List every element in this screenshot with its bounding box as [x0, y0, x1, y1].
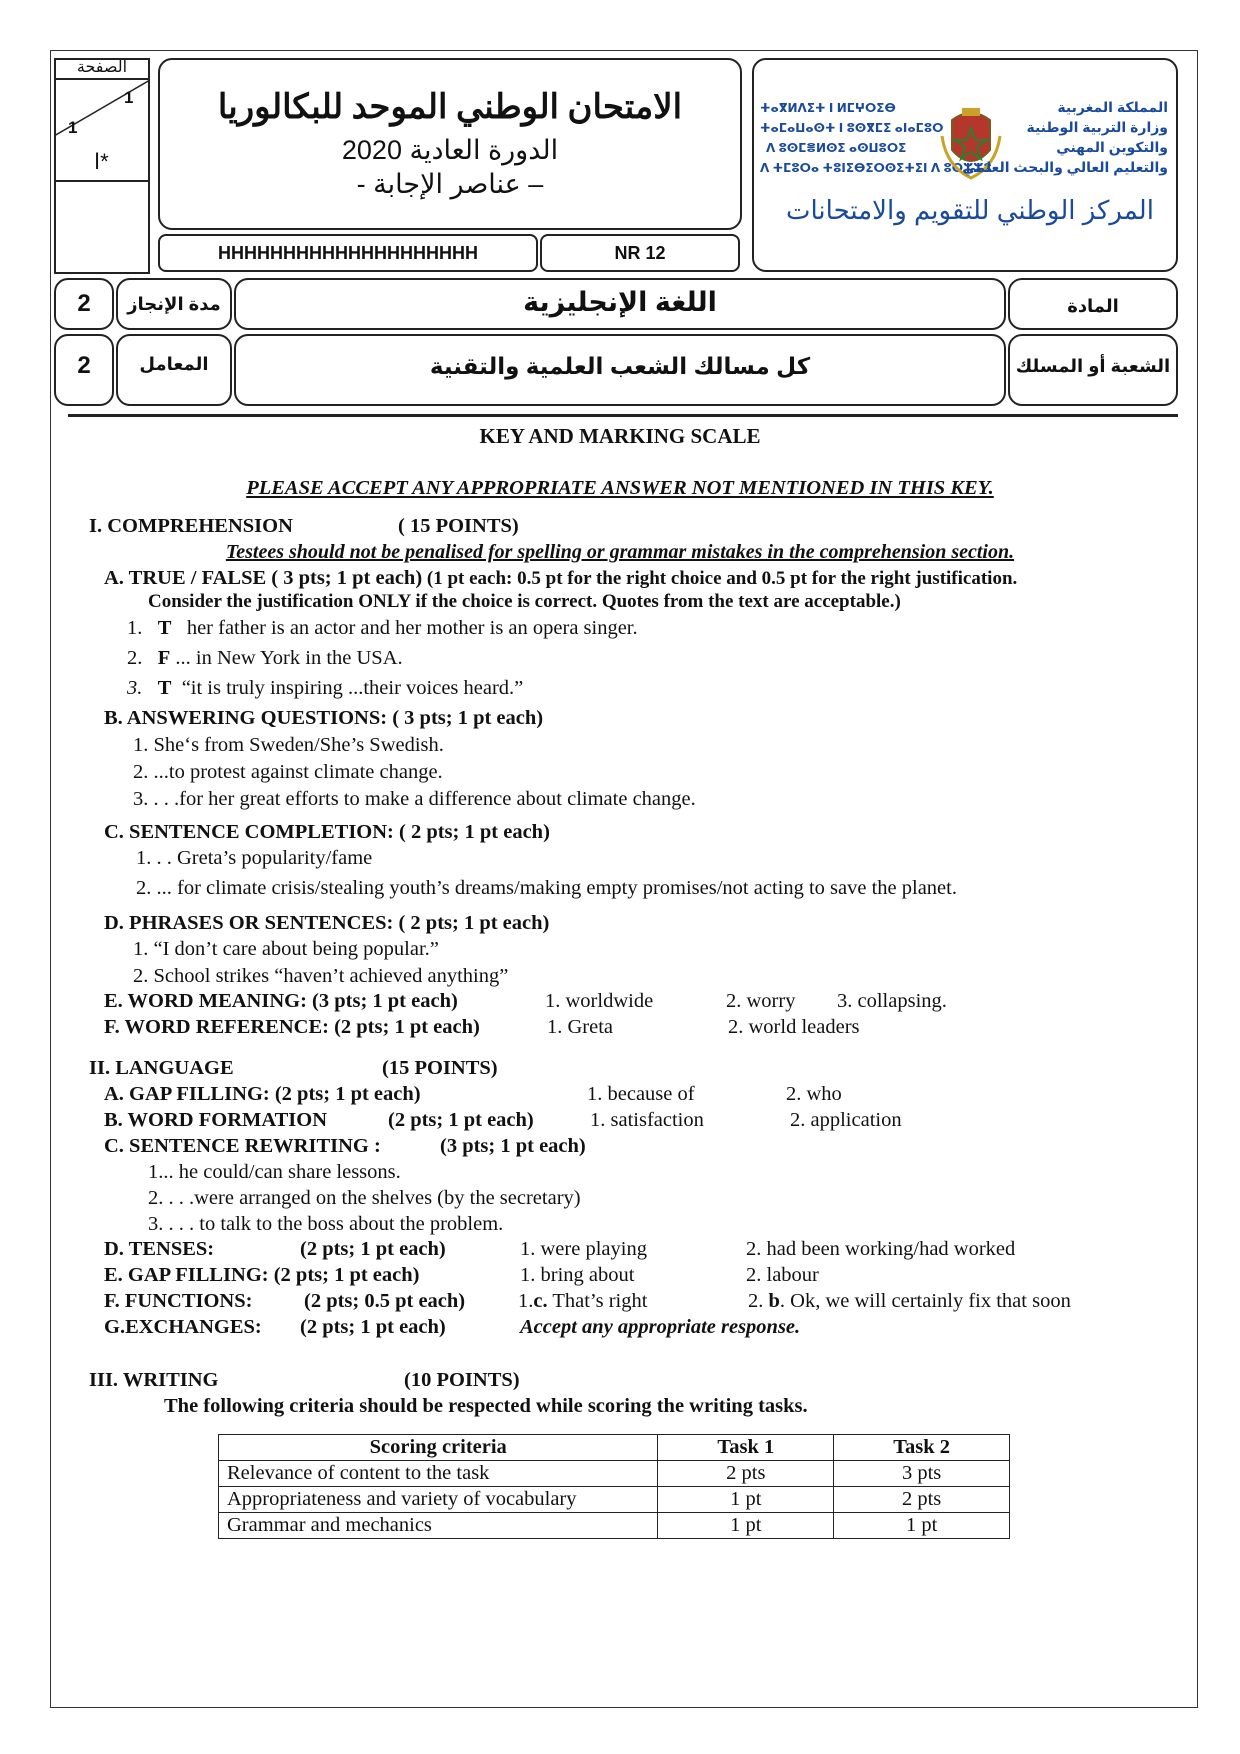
- word-reference-1: 1. Greta: [547, 1016, 614, 1038]
- phrases-title: D. PHRASES OR SENTENCES: ( 2 pts; 1 pt each): [104, 912, 550, 934]
- version-mark: ا*: [94, 149, 109, 174]
- criterion-cell: Grammar and mechanics: [219, 1513, 658, 1539]
- tenses-points: (2 pts; 1 pt each): [300, 1238, 446, 1260]
- doc-title: KEY AND MARKING SCALE: [479, 424, 761, 448]
- page-label: الصفحة: [76, 59, 128, 76]
- section-2-title: II. LANGUAGE: [89, 1057, 234, 1079]
- word-formation-points: (2 pts; 1 pt each): [388, 1109, 534, 1131]
- coef-value: 2: [77, 352, 91, 379]
- center-name: المركز الوطني للتقويم والامتحانات: [786, 195, 1154, 225]
- completion-answer-2: 2. ... for climate crisis/stealing youth’s dreams/making empty promises/not acting to save the planet.: [136, 877, 957, 899]
- section-1-points: ( 15 POINTS): [398, 515, 519, 537]
- accept-notice: PLEASE ACCEPT ANY APPROPRIATE ANSWER NOT MENTIONED IN THIS KEY.: [246, 477, 994, 499]
- exam-title: الامتحان الوطني الموحد للبكالوريا: [217, 89, 683, 126]
- tf-3-number: 3.: [127, 677, 143, 699]
- task1-cell: 1 pt: [658, 1513, 834, 1539]
- word-meaning-2: 2. worry: [726, 990, 796, 1012]
- ministry-ar-4: والتعليم العالي والبحث العلمي: [962, 159, 1168, 175]
- gap-filling-a-title: A. GAP FILLING: (2 pts; 1 pt each): [104, 1083, 421, 1105]
- tf-item-2: [127, 646, 403, 670]
- page-current: 1: [124, 88, 134, 107]
- functions-points: (2 pts; 0.5 pt each): [304, 1290, 466, 1312]
- section-1-note: Testees should not be penalised for spelling or grammar mistakes in the comprehension section.: [225, 541, 1015, 563]
- tf-1-key: T: [157, 617, 172, 639]
- exam-code-left: HHHHHHHHHHHHHHHHHHHH: [218, 243, 478, 263]
- gap-filling-e-title: E. GAP FILLING: (2 pts; 1 pt each): [104, 1264, 420, 1286]
- scoring-table: [218, 1434, 1010, 1539]
- header-divider: [68, 414, 1178, 417]
- ministry-tifinagh-3: ⴷ ⵓⵙⵎⴻⵍⵙⵉ ⴰⵙⵡⵓⵔⵉ: [766, 141, 907, 155]
- rewriting-answer-1: 1... he could/can share lessons.: [148, 1161, 401, 1183]
- word-meaning-title: E. WORD MEANING: (3 pts; 1 pt each): [104, 990, 458, 1012]
- functions-1-number: 1.: [518, 1290, 534, 1312]
- tenses-answer-2: 2. had been working/had worked: [746, 1238, 1016, 1260]
- task1-cell: 1 pt: [658, 1487, 834, 1513]
- tenses-answer-1: 1. were playing: [520, 1238, 647, 1260]
- branch-name: كل مسالك الشعب العلمية والتقنية: [429, 353, 811, 379]
- subject-name: اللغة الإنجليزية: [523, 287, 717, 317]
- table-row: [219, 1461, 1010, 1487]
- rewriting-title: C. SENTENCE REWRITING :: [104, 1135, 381, 1157]
- section-1-title: I. COMPREHENSION: [89, 515, 293, 537]
- ministry-tifinagh-1: ⵜⴰⴳⵍⴷⵉⵜ ⵏ ⵍⵎⵖⵔⵉⴱ: [760, 101, 896, 115]
- functions-answer-1: [518, 1289, 647, 1313]
- tf-item-1: [127, 616, 638, 640]
- question-answer-2: 2. ...to protest against climate change.: [133, 761, 443, 783]
- word-reference-2: 2. world leaders: [728, 1016, 860, 1038]
- tf-2-number: 2.: [127, 647, 143, 669]
- tf-3-key: T: [157, 677, 172, 699]
- phrases-answer-2: 2. School strikes “haven’t achieved anything”: [133, 965, 509, 987]
- branch-label: الشعبة أو المسلك: [1015, 356, 1171, 376]
- word-formation-1: 1. satisfaction: [590, 1109, 704, 1131]
- word-formation-2: 2. application: [790, 1109, 902, 1131]
- functions-2-number: 2.: [748, 1290, 769, 1312]
- task2-cell: 2 pts: [834, 1487, 1010, 1513]
- true-false-note-2: Consider the justification ONLY if the choice is correct. Quotes from the text are acceptable.): [148, 591, 901, 612]
- rewriting-answer-2: 2. . . .were arranged on the shelves (by the secretary): [148, 1187, 581, 1209]
- completion-title: C. SENTENCE COMPLETION: ( 2 pts; 1 pt each): [104, 821, 550, 843]
- true-false-note-1: (1 pt each: 0.5 pt for the right choice and 0.5 pt for the right justification.: [422, 568, 1018, 589]
- question-answer-3: 3. . . .for her great efforts to make a difference about climate change.: [133, 788, 696, 810]
- task1-cell: 2 pts: [658, 1461, 834, 1487]
- exam-session: الدورة العادية 2020: [341, 135, 559, 165]
- table-row: [219, 1513, 1010, 1539]
- criterion-cell: Appropriateness and variety of vocabulary: [219, 1487, 658, 1513]
- duration-value: 2: [77, 290, 91, 317]
- ministry-ar-3: والتكوين المهني: [1056, 139, 1168, 155]
- exchanges-points: (2 pts; 1 pt each): [300, 1316, 446, 1338]
- word-meaning-1: 1. worldwide: [545, 990, 654, 1012]
- tf-2-key: F: [157, 647, 171, 669]
- table-header: Scoring criteria: [219, 1435, 658, 1461]
- table-header-row: [219, 1435, 1010, 1461]
- ministry-ar-2: وزارة التربية الوطنية: [1026, 119, 1168, 135]
- subject-label: المادة: [1067, 296, 1119, 316]
- tf-2-text: ... in New York in the USA.: [175, 647, 403, 669]
- functions-answer-2: [748, 1289, 1071, 1313]
- answer-elements-label: - عناصر الإجابة –: [356, 169, 544, 199]
- ministry-tifinagh-4: ⴷ ⵜⵎⵓⵔⴰ ⵜⵓⵏⵉⴱⵉⵔⵙⵉⵜⵉⵏ ⴷ ⵓⵔⵣⵣⵓ: [760, 161, 992, 175]
- writing-criteria-note: The following criteria should be respected while scoring the writing tasks.: [164, 1395, 808, 1417]
- question-answer-1: 1. She‘s from Sweden/She’s Swedish.: [133, 734, 444, 756]
- word-meaning-3: 3. collapsing.: [837, 990, 947, 1012]
- gap-filling-e-2: 2. labour: [746, 1264, 819, 1286]
- functions-2-text: . Ok, we will certainly fix that soon: [779, 1290, 1071, 1312]
- tf-item-3: [127, 676, 523, 700]
- criterion-cell: Relevance of content to the task: [219, 1461, 658, 1487]
- true-false-title: A. TRUE / FALSE ( 3 pts; 1 pt each): [104, 567, 423, 589]
- ministry-tifinagh-2: ⵜⴰⵎⴰⵡⴰⵙⵜ ⵏ ⵓⵙⴳⵎⵉ ⴰⵏⴰⵎⵓⵔ: [760, 121, 944, 135]
- duration-label: مدة الإنجاز: [127, 294, 221, 314]
- tf-1-text: her father is an actor and her mother is an opera singer.: [186, 617, 638, 639]
- tf-3-text: “it is truly inspiring ...their voices heard.”: [181, 677, 524, 699]
- exchanges-title: G.EXCHANGES:: [104, 1316, 262, 1338]
- word-formation-title: B. WORD FORMATION: [104, 1109, 328, 1131]
- word-reference-title: F. WORD REFERENCE: (2 pts; 1 pt each): [104, 1016, 480, 1038]
- ministry-ar-1: المملكة المغربية: [1057, 99, 1168, 115]
- tf-1-number: 1.: [127, 617, 143, 639]
- table-row: [219, 1487, 1010, 1513]
- coef-label: المعامل: [139, 354, 209, 374]
- table-header: Task 2: [834, 1435, 1010, 1461]
- functions-title: F. FUNCTIONS:: [104, 1290, 253, 1312]
- section-2-points: (15 POINTS): [382, 1057, 498, 1079]
- page-total: 1: [68, 118, 78, 137]
- section-3-title: III. WRITING: [89, 1369, 219, 1391]
- gap-filling-a-2: 2. who: [786, 1083, 842, 1105]
- gap-filling-a-1: 1. because of: [587, 1083, 695, 1105]
- task2-cell: 3 pts: [834, 1461, 1010, 1487]
- section-3-points: (10 POINTS): [404, 1369, 520, 1391]
- true-false-heading: [104, 566, 1017, 591]
- tenses-title: D. TENSES:: [104, 1238, 215, 1260]
- exchanges-note: Accept any appropriate response.: [520, 1316, 801, 1338]
- gap-filling-e-1: 1. bring about: [520, 1264, 635, 1286]
- functions-1-key: c.: [533, 1290, 548, 1312]
- completion-answer-1: 1. . . Greta’s popularity/fame: [136, 847, 373, 869]
- functions-1-text: That’s right: [547, 1290, 648, 1312]
- exam-code-right: NR 12: [614, 243, 666, 263]
- functions-2-key: b: [768, 1290, 780, 1312]
- rewriting-points: (3 pts; 1 pt each): [440, 1135, 586, 1157]
- rewriting-answer-3: 3. . . . to talk to the boss about the problem.: [148, 1213, 504, 1235]
- questions-title: B. ANSWERING QUESTIONS: ( 3 pts; 1 pt each): [104, 707, 544, 729]
- task2-cell: 1 pt: [834, 1513, 1010, 1539]
- table-header: Task 1: [658, 1435, 834, 1461]
- phrases-answer-1: 1. “I don’t care about being popular.”: [133, 938, 439, 960]
